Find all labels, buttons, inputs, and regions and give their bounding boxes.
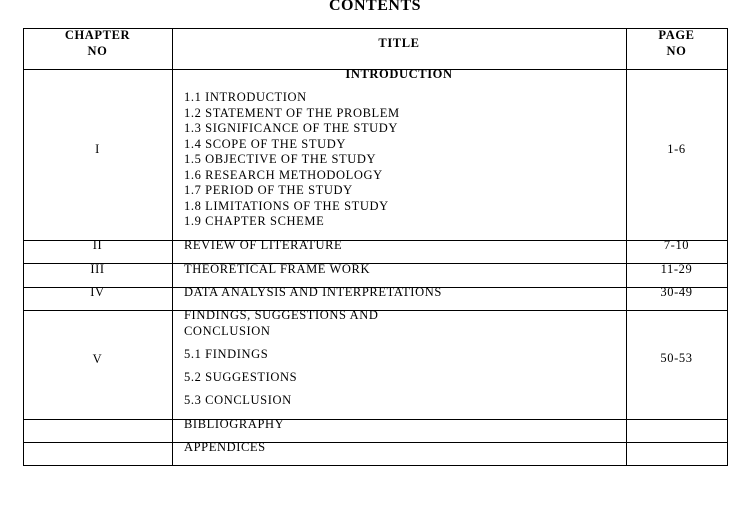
row-divider bbox=[23, 442, 728, 443]
column-divider-chapter bbox=[172, 28, 173, 466]
header-chapter-line2: NO bbox=[87, 44, 108, 58]
section-item: 1.8 LIMITATIONS OF THE STUDY bbox=[184, 199, 389, 213]
section-item: 1.9 CHAPTER SCHEME bbox=[184, 214, 325, 228]
chapter-title-line1: FINDINGS, SUGGESTIONS AND bbox=[184, 308, 379, 322]
page-title: CONTENTS bbox=[328, 0, 422, 14]
chapter-number: II bbox=[92, 238, 103, 252]
chapter-number: V bbox=[92, 352, 103, 366]
chapter-title-line2: CONCLUSION bbox=[184, 324, 271, 338]
page-range: 11-29 bbox=[660, 262, 693, 276]
chapter-heading: INTRODUCTION bbox=[345, 67, 453, 81]
section-item: 5.1 FINDINGS bbox=[184, 347, 269, 361]
table-border-right bbox=[727, 28, 728, 466]
section-item: 1.6 RESEARCH METHODOLOGY bbox=[184, 168, 383, 182]
chapter-title: THEORETICAL FRAME WORK bbox=[184, 262, 371, 276]
chapter-number: I bbox=[95, 142, 100, 156]
section-item: 5.3 CONCLUSION bbox=[184, 393, 292, 407]
appendices-entry: APPENDICES bbox=[184, 440, 266, 454]
header-page-line1: PAGE bbox=[658, 28, 695, 42]
header-chapter-line1: CHAPTER bbox=[64, 28, 131, 42]
row-divider bbox=[23, 419, 728, 420]
chapter-title: DATA ANALYSIS AND INTERPRETATIONS bbox=[184, 285, 442, 299]
chapter-number: III bbox=[90, 262, 105, 276]
page-range: 50-53 bbox=[660, 351, 693, 365]
bibliography-entry: BIBLIOGRAPHY bbox=[184, 417, 285, 431]
section-item: 1.7 PERIOD OF THE STUDY bbox=[184, 183, 353, 197]
section-item: 1.3 SIGNIFICANCE OF THE STUDY bbox=[184, 121, 399, 135]
page-range: 1-6 bbox=[667, 142, 686, 156]
section-item: 1.1 INTRODUCTION bbox=[184, 90, 307, 104]
chapter-number: IV bbox=[90, 285, 105, 299]
header-page-line2: NO bbox=[666, 44, 687, 58]
section-item: 1.2 STATEMENT OF THE PROBLEM bbox=[184, 106, 400, 120]
section-item: 1.5 OBJECTIVE OF THE STUDY bbox=[184, 152, 377, 166]
header-title: TITLE bbox=[378, 36, 420, 50]
chapter-title: REVIEW OF LITERATURE bbox=[184, 238, 343, 252]
section-item: 5.2 SUGGESTIONS bbox=[184, 370, 298, 384]
section-item: 1.4 SCOPE OF THE STUDY bbox=[184, 137, 346, 151]
table-border-bottom bbox=[23, 465, 728, 466]
page-range: 30-49 bbox=[660, 285, 693, 299]
page-range: 7-10 bbox=[663, 238, 690, 252]
